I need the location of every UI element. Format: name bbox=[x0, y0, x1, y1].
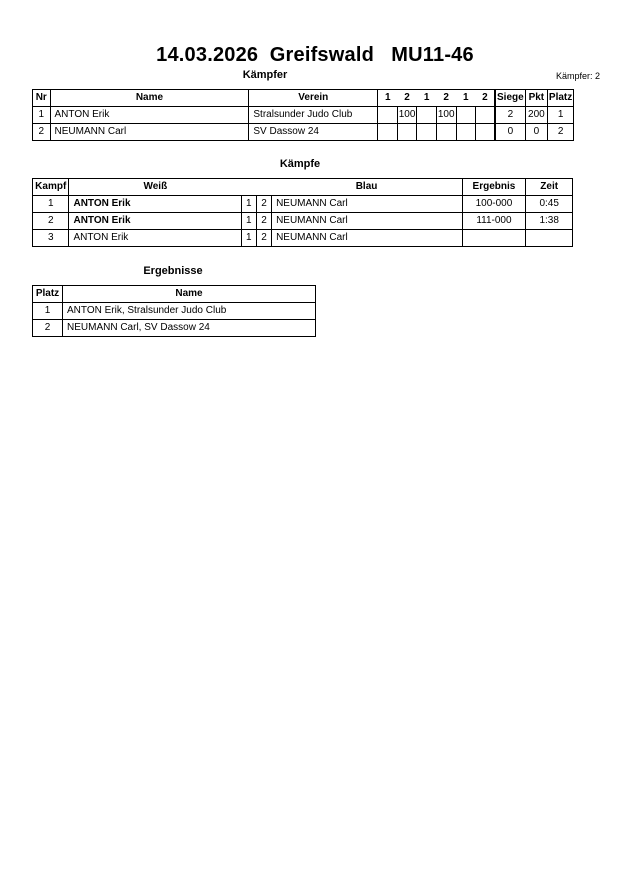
fighter-score-r3a bbox=[456, 124, 476, 141]
fight-blue-no: 2 bbox=[256, 196, 271, 213]
col-time: Zeit bbox=[526, 179, 573, 196]
table-row bbox=[33, 320, 316, 337]
col-nr: Nr bbox=[33, 90, 51, 107]
fight-number: 1 bbox=[33, 196, 69, 213]
fight-blue-no: 2 bbox=[256, 230, 271, 247]
fight-white-no: 1 bbox=[241, 213, 256, 230]
result-name: NEUMANN Carl, SV Dassow 24 bbox=[63, 320, 316, 337]
col-r2a: 1 bbox=[417, 90, 437, 107]
fight-number: 3 bbox=[33, 230, 69, 247]
fights-header-row bbox=[33, 179, 573, 196]
fighter-name: NEUMANN Carl bbox=[50, 124, 249, 141]
fight-blue-name: NEUMANN Carl bbox=[272, 196, 462, 213]
col-place: Platz bbox=[33, 286, 63, 303]
fighter-score-r3b bbox=[476, 107, 496, 124]
col-wins: Siege bbox=[495, 90, 525, 107]
col-r3a: 1 bbox=[456, 90, 476, 107]
fight-white-no: 1 bbox=[241, 230, 256, 247]
col-blue: Blau bbox=[272, 179, 462, 196]
table-row bbox=[33, 230, 573, 247]
col-club: Verein bbox=[249, 90, 378, 107]
col-blue-no bbox=[256, 179, 271, 196]
fighter-points: 0 bbox=[525, 124, 548, 141]
fighter-score-r3b bbox=[476, 124, 496, 141]
fighter-club: SV Dassow 24 bbox=[249, 124, 378, 141]
fight-white-name: ANTON Erik bbox=[69, 230, 241, 247]
col-white-no bbox=[241, 179, 256, 196]
fight-blue-name: NEUMANN Carl bbox=[272, 230, 462, 247]
fight-white-no: 1 bbox=[241, 196, 256, 213]
fighter-score-r3a bbox=[456, 107, 476, 124]
table-row bbox=[33, 303, 316, 320]
fighter-score-r2a bbox=[417, 107, 437, 124]
col-fight: Kampf bbox=[33, 179, 69, 196]
fighter-score-r1b: 100 bbox=[397, 107, 417, 124]
col-name: Name bbox=[63, 286, 316, 303]
fighters-table bbox=[32, 89, 574, 141]
fighters-count: Kämpfer: 2 bbox=[555, 71, 600, 81]
fighter-score-r1a bbox=[378, 107, 398, 124]
fight-white-name: ANTON Erik bbox=[69, 196, 241, 213]
table-row bbox=[33, 196, 573, 213]
result-place: 2 bbox=[33, 320, 63, 337]
fighter-wins: 2 bbox=[495, 107, 525, 124]
table-row bbox=[33, 213, 573, 230]
results-heading: Ergebnisse bbox=[143, 265, 203, 277]
fight-time bbox=[526, 230, 573, 247]
table-row bbox=[33, 107, 574, 124]
col-result: Ergebnis bbox=[462, 179, 526, 196]
fighter-name: ANTON Erik bbox=[50, 107, 249, 124]
fighter-score-r2b: 100 bbox=[436, 107, 456, 124]
col-points: Pkt bbox=[525, 90, 548, 107]
fighter-score-r1a bbox=[378, 124, 398, 141]
result-name: ANTON Erik, Stralsunder Judo Club bbox=[63, 303, 316, 320]
fight-result bbox=[462, 230, 526, 247]
col-white: Weiß bbox=[69, 179, 241, 196]
col-place: Platz bbox=[548, 90, 574, 107]
fighter-points: 200 bbox=[525, 107, 548, 124]
fight-blue-no: 2 bbox=[256, 213, 271, 230]
fight-result: 111-000 bbox=[462, 213, 526, 230]
fight-white-name: ANTON Erik bbox=[69, 213, 241, 230]
col-r2b: 2 bbox=[436, 90, 456, 107]
fighter-club: Stralsunder Judo Club bbox=[249, 107, 378, 124]
fighter-score-r2a bbox=[417, 124, 437, 141]
fight-time: 1:38 bbox=[526, 213, 573, 230]
fighter-place: 1 bbox=[548, 107, 574, 124]
fight-blue-name: NEUMANN Carl bbox=[272, 213, 462, 230]
fight-time: 0:45 bbox=[526, 196, 573, 213]
fighter-score-r2b bbox=[436, 124, 456, 141]
col-r1a: 1 bbox=[378, 90, 398, 107]
col-r1b: 2 bbox=[397, 90, 417, 107]
fights-heading: Kämpfe bbox=[279, 158, 321, 170]
results-table bbox=[32, 285, 316, 337]
fights-table bbox=[32, 178, 573, 247]
fighter-nr: 1 bbox=[33, 107, 51, 124]
col-name: Name bbox=[50, 90, 249, 107]
fight-number: 2 bbox=[33, 213, 69, 230]
fighter-place: 2 bbox=[548, 124, 574, 141]
fighter-wins: 0 bbox=[495, 124, 525, 141]
fight-result: 100-000 bbox=[462, 196, 526, 213]
page-title: 14.03.2026 Greifswald MU11-46 bbox=[156, 44, 474, 66]
fighters-header-row bbox=[33, 90, 574, 107]
fighter-nr: 2 bbox=[33, 124, 51, 141]
col-r3b: 2 bbox=[476, 90, 496, 107]
results-header-row bbox=[33, 286, 316, 303]
table-row bbox=[33, 124, 574, 141]
fighters-heading: Kämpfer bbox=[242, 69, 288, 81]
fighter-score-r1b bbox=[397, 124, 417, 141]
result-place: 1 bbox=[33, 303, 63, 320]
